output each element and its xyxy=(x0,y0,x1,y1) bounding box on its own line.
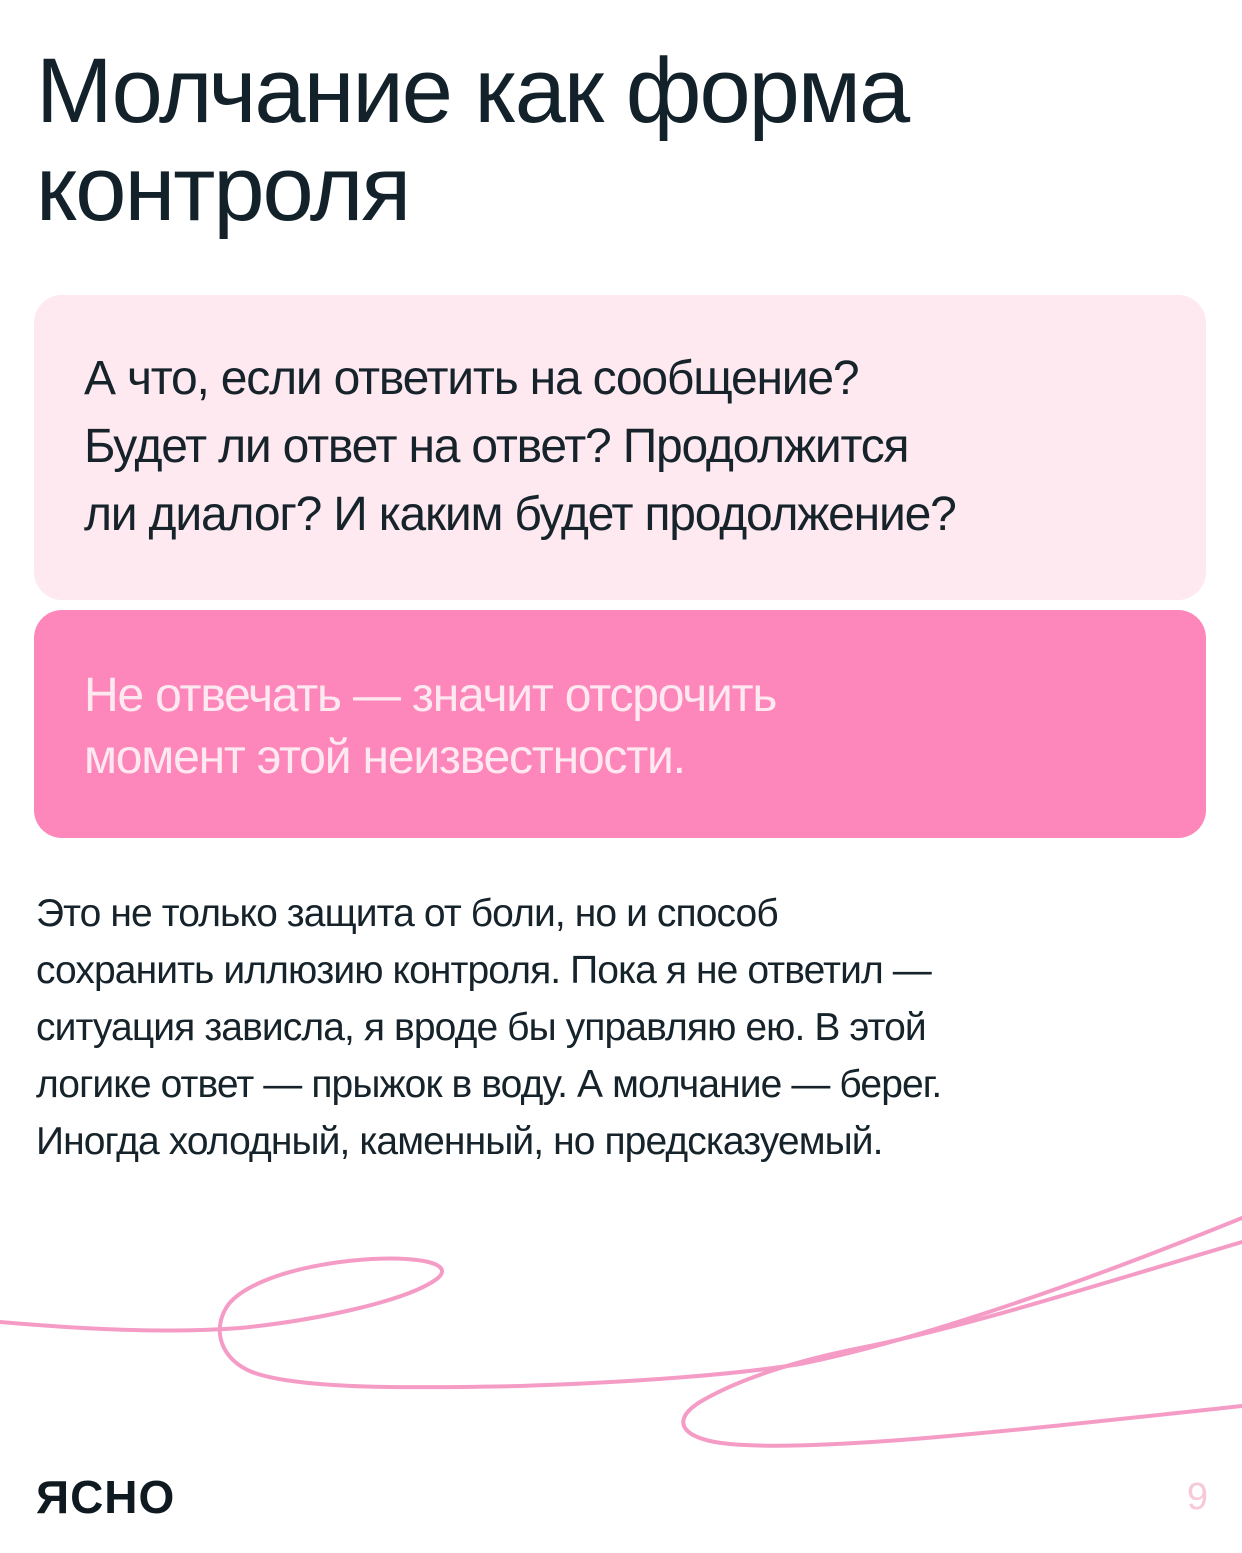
swirl-stroke-right xyxy=(683,1242,1242,1446)
brand-logo: ЯСНО xyxy=(36,1471,176,1523)
question-card xyxy=(34,295,1206,600)
page-number: 9 xyxy=(1186,1476,1208,1518)
body-text: Это не только защита от боли, но и способ сохранить иллюзию контроля. Пока я не ответил — ситуация зависла, я вроде бы управляю ею. В этой логике ответ — прыжок в воду. А молчание — берег. Иногда холодный, каменный, но предсказуемый. xyxy=(36,892,942,1163)
highlight-card xyxy=(34,610,1206,838)
highlight-text: Не отвечать — значит отсрочить момент этой неизвестности. xyxy=(84,669,777,784)
swirl-stroke-left xyxy=(0,1218,1242,1387)
question-text: А что, если ответить на сообщение? Будет ли ответ на ответ? Продолжится ли диалог? И каким будет продолжение? xyxy=(84,352,956,541)
page-title: Молчание как форма контроля xyxy=(36,40,909,240)
swirl-decoration-icon xyxy=(0,1150,1242,1480)
